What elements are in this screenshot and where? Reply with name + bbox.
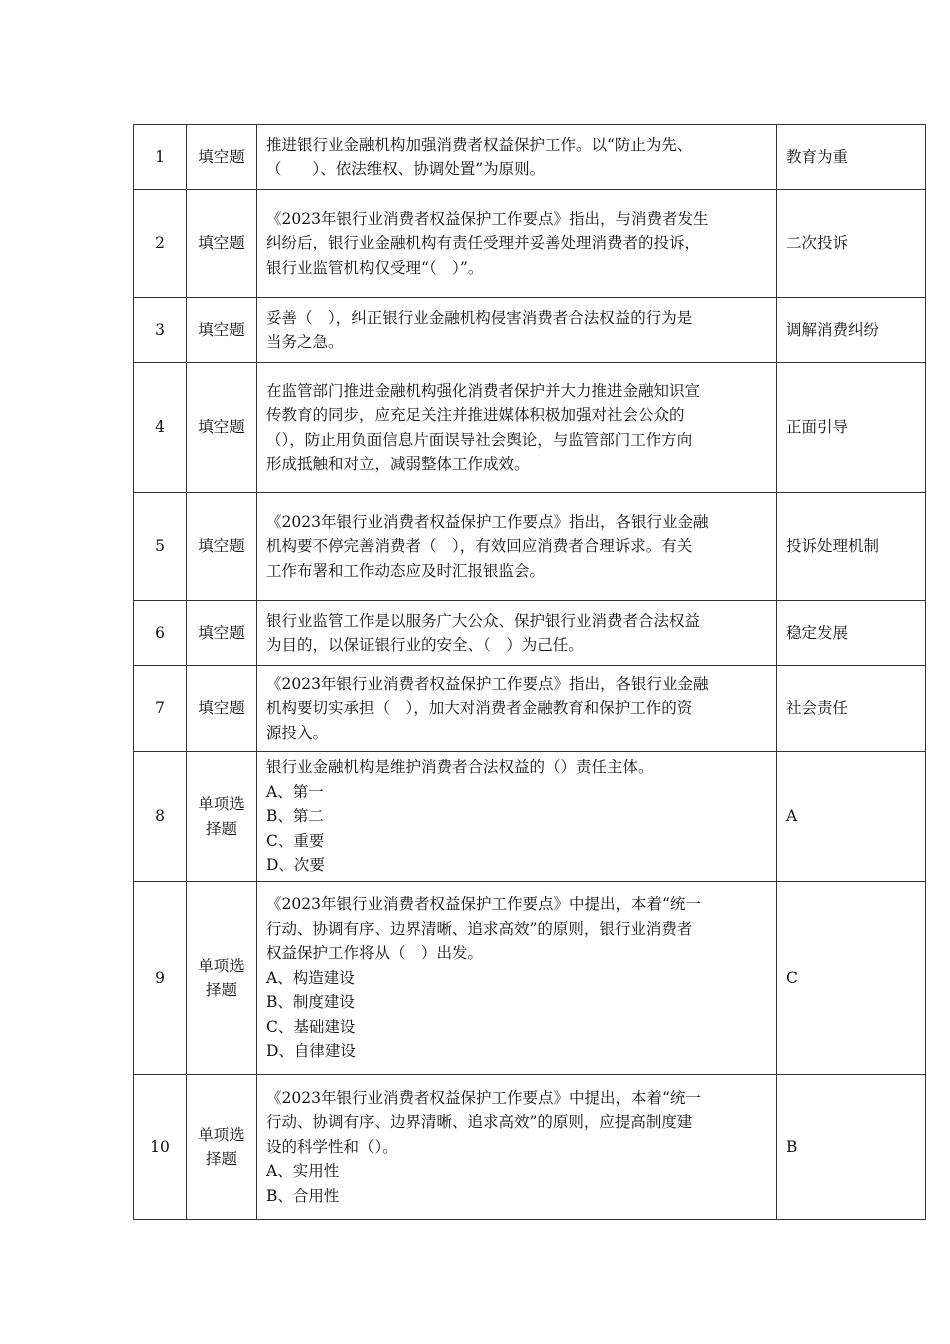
question-line: 《2023年银行业消费者权益保护工作要点》指出，与消费者发生	[266, 209, 709, 228]
question-number: 5	[134, 493, 187, 601]
question-text	[257, 882, 777, 1075]
question-type: 填空题	[187, 363, 257, 493]
question-type: 填空题	[187, 125, 257, 190]
question-number: 2	[134, 190, 187, 298]
question-number: 6	[134, 601, 187, 666]
table-row	[134, 298, 926, 363]
option-line: D、自律建设	[266, 1042, 356, 1061]
question-number: 1	[134, 125, 187, 190]
question-line: 妥善（ ），纠正银行业金融机构侵害消费者合法权益的行为是	[266, 308, 693, 327]
question-line: 在监管部门推进金融机构强化消费者保护并大力推进金融知识宣	[266, 381, 701, 400]
question-line: 机构要不停完善消费者（ ），有效回应消费者合理诉求。有关	[266, 537, 693, 556]
question-line: 工作布署和工作动态应及时汇报银监会。	[266, 561, 546, 580]
question-answer: 正面引导	[777, 363, 926, 493]
question-text	[257, 666, 777, 752]
table-row	[134, 190, 926, 298]
question-type: 单项选择题	[187, 752, 257, 882]
question-text	[257, 298, 777, 363]
question-answer: 稳定发展	[777, 601, 926, 666]
option-line: A、构造建设	[266, 968, 355, 987]
question-line: 推进银行业金融机构加强消费者权益保护工作。以“防止为先、	[266, 135, 693, 154]
question-text	[257, 125, 777, 190]
table-row	[134, 125, 926, 190]
question-line: 《2023年银行业消费者权益保护工作要点》指出，各银行业金融	[266, 512, 709, 531]
question-line: 形成抵触和对立，减弱整体工作成效。	[266, 455, 530, 473]
question-text	[257, 363, 777, 493]
question-answer: C	[777, 882, 926, 1075]
option-line: A、实用性	[266, 1162, 340, 1181]
table-row	[134, 601, 926, 666]
question-number: 7	[134, 666, 187, 752]
question-line: 设的科学性和（）。	[266, 1137, 398, 1156]
question-number: 4	[134, 363, 187, 493]
question-answer: 投诉处理机制	[777, 493, 926, 601]
question-answer: 社会责任	[777, 666, 926, 752]
question-line: （ ）、依法维权、协调处置”为原则。	[266, 160, 546, 178]
question-type: 填空题	[187, 190, 257, 298]
question-table-body	[134, 125, 926, 1220]
question-number: 9	[134, 882, 187, 1075]
question-line: 权益保护工作将从（ ）出发。	[266, 944, 484, 963]
question-line: 为目的，以保证银行业的安全、（ ）为己任。	[266, 636, 584, 654]
question-line: 行动、协调有序、边界清晰、追求高效”的原则，应提高制度建	[266, 1113, 693, 1132]
question-line: 《2023年银行业消费者权益保护工作要点》中提出，本着“统一	[266, 1088, 701, 1107]
question-number: 10	[134, 1075, 187, 1220]
question-line: 源投入。	[266, 723, 329, 742]
question-line: 银行业金融机构是维护消费者合法权益的（）责任主体。	[266, 758, 654, 777]
question-answer: 调解消费纠纷	[777, 298, 926, 363]
table-row	[134, 752, 926, 882]
question-type: 单项选择题	[187, 882, 257, 1075]
question-type: 填空题	[187, 493, 257, 601]
question-text	[257, 190, 777, 298]
option-line: B、制度建设	[266, 993, 355, 1012]
option-line: D、次要	[266, 856, 325, 875]
option-line: C、重要	[266, 831, 325, 850]
question-line: 行动、协调有序、边界清晰、追求高效”的原则，银行业消费者	[266, 919, 693, 938]
table-row	[134, 882, 926, 1075]
table-row	[134, 493, 926, 601]
question-answer: 二次投诉	[777, 190, 926, 298]
question-line: （），防止用负面信息片面误导社会舆论，与监管部门工作方向	[266, 430, 693, 449]
question-line: 机构要切实承担（ ），加大对消费者金融教育和保护工作的资	[266, 699, 693, 718]
question-text	[257, 1075, 777, 1220]
question-line: 传教育的同步，应充足关注并推进媒体积极加强对社会公众的	[266, 406, 685, 424]
question-type: 单项选择题	[187, 1075, 257, 1220]
option-line: C、基础建设	[266, 1017, 356, 1036]
question-line: 当务之急。	[266, 333, 344, 351]
option-line: B、第二	[266, 807, 324, 826]
question-type: 填空题	[187, 298, 257, 363]
question-number: 3	[134, 298, 187, 363]
table-row	[134, 666, 926, 752]
question-table	[133, 124, 926, 1220]
question-text	[257, 601, 777, 666]
question-line: 银行业监管机构仅受理“（ ）”。	[266, 258, 484, 277]
question-line: 银行业监管工作是以服务广大公众、保护银行业消费者合法权益	[266, 611, 701, 630]
question-answer: 教育为重	[777, 125, 926, 190]
question-type: 填空题	[187, 666, 257, 752]
table-row	[134, 363, 926, 493]
question-line: 《2023年银行业消费者权益保护工作要点》中提出，本着“统一	[266, 895, 701, 914]
question-answer: A	[777, 752, 926, 882]
option-line: A、第一	[266, 782, 324, 801]
question-line: 纠纷后，银行业金融机构有责任受理并妥善处理消费者的投诉，	[266, 234, 701, 253]
question-number: 8	[134, 752, 187, 882]
table-row	[134, 1075, 926, 1220]
question-text	[257, 752, 777, 882]
question-type: 填空题	[187, 601, 257, 666]
option-line: B、合用性	[266, 1186, 340, 1205]
question-line: 《2023年银行业消费者权益保护工作要点》指出，各银行业金融	[266, 674, 709, 693]
question-answer: B	[777, 1075, 926, 1220]
question-text	[257, 493, 777, 601]
